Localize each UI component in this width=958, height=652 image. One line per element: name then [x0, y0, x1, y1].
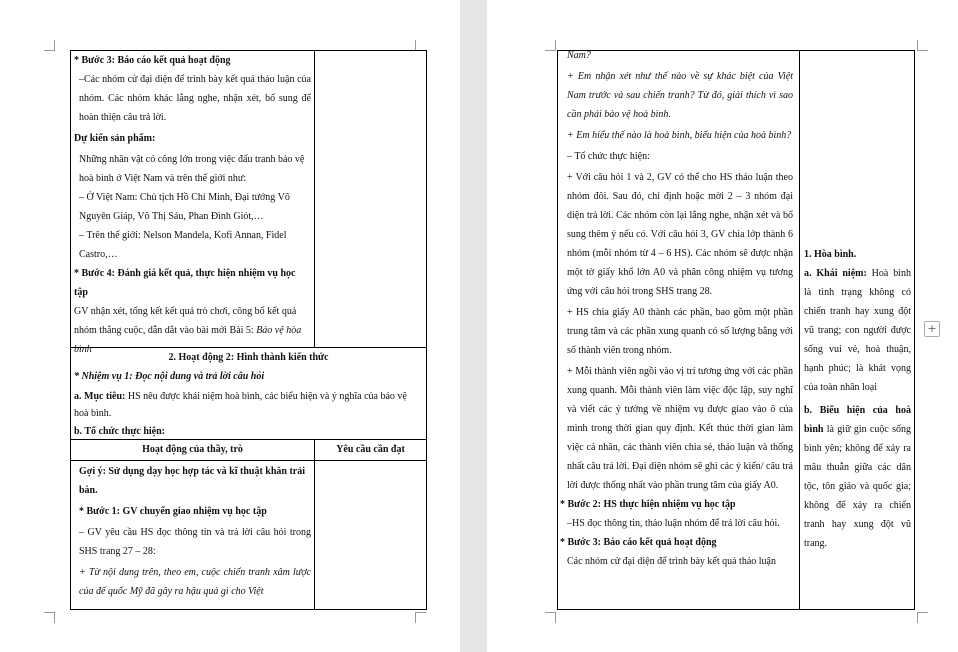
organize-para-2: + HS chia giấy A0 thành các phần, bao gồm một phần trung tâm và các phần xung quanh có số lượng bằng với số thành viên trong nhóm. [567, 307, 793, 356]
peace-title: 1. Hòa bình. [804, 249, 857, 260]
expression-text [804, 401, 911, 553]
activity2-title: 2. Hoạt động 2: Hình thành kiến thức [168, 352, 329, 363]
margin-mark [415, 612, 426, 623]
table-requirement-cell [314, 460, 427, 610]
step2-text: –HS đọc thông tin, thảo luận nhóm để trả lời câu hỏi. [567, 518, 780, 529]
page-gap [460, 0, 487, 652]
margin-mark [917, 40, 928, 51]
question-3: + Em hiểu thế nào là hoà bình, biểu hiện của hoà bình? [567, 130, 792, 141]
margin-mark [545, 612, 556, 623]
organize-para-1: + Với câu hỏi 1 và 2, GV có thể cho HS thảo luận theo nhóm đôi. Sau đó, chỉ định hoặc mời 2 – 3 nhóm đại diện trả lời. Các nhóm còn lại lắng nghe, nhận xét và bổ sung thêm ý nếu có. Với câu hỏi 3, GV chia lớp thành 6 nhóm (mỗi nhóm từ 4 – 6 HS). Các nhóm sẽ được nhận một tờ giấy khổ lớn A0 và phân công nhiệm vụ tương ứng với câu hỏi trong SHS trang 28. [567, 172, 793, 297]
document-page-left [0, 0, 460, 652]
product-text-3: – Trên thế giới: Nelson Mandela, Kofi Annan, Fidel Castro,… [79, 230, 287, 260]
activity-cell [70, 50, 315, 355]
table-header-requirement: Yêu cầu cần đạt [314, 439, 427, 461]
step3-text: Các nhóm cử đại diện để trình bày kết quả thảo luận [567, 556, 776, 567]
add-icon[interactable]: + [924, 321, 940, 337]
margin-mark [44, 612, 55, 623]
step2-title: * Bước 2: HS thực hiện nhiệm vụ học tập [560, 499, 736, 510]
table-header-activity: Hoạt động của thầy, trò [70, 439, 315, 461]
objective-body: HS nêu được khái niệm hoà bình, các biểu hiện và ý nghĩa của bảo vệ hoà bình. [74, 391, 407, 419]
margin-mark [917, 612, 928, 623]
question-2: + Em nhận xét như thế nào về sự khác biệt của Việt Nam trước và sau chiến tranh? Từ đó, giải thích vì sao cần phải bảo vệ hoà bình. [567, 71, 793, 120]
step1-text: – GV yêu cầu HS đọc thông tin và trả lời câu hỏi trong SHS trang 27 – 28: [79, 527, 311, 557]
step3-title: * Bước 3: Báo cáo kết quả hoạt động [560, 537, 717, 548]
requirement-cell [314, 50, 427, 348]
objective-text [74, 388, 423, 422]
step1-title: * Bước 1: GV chuyển giao nhiệm vụ học tập [79, 506, 267, 517]
document-page-right [487, 0, 958, 652]
task1-title: * Nhiệm vụ 1: Đọc nội dung và trả lời câu hỏi [74, 371, 265, 382]
organize-title: – Tổ chức thực hiện: [567, 151, 650, 162]
hint-text: Gợi ý: Sử dụng dạy học hợp tác và kĩ thuật khăn trải bàn. [79, 466, 306, 496]
step4-text-main: GV nhận xét, tổng kết kết quả trò chơi, công bố kết quả nhóm thắng cuộc, dẫn dắt vào bài mới Bài 5: [74, 306, 297, 336]
step4-text-lesson: Bảo vệ hòa bình [74, 325, 302, 355]
expression-label: b. Biểu hiện của hoà bình [804, 405, 911, 435]
concept-body: Hoà bình là tình trạng không có chiến tranh hay xung đột vũ trang; con người được sống vui vẻ, hoà thuận, hạnh phúc; là khát vọng của toàn nhân loại [804, 268, 911, 393]
step4-title: * Bước 4: Đánh giá kết quả, thực hiện nhiệm vụ học tập [74, 268, 296, 298]
question-1-end: Nam? [567, 50, 591, 61]
table-activity-cell [70, 460, 315, 610]
concept-label: a. Khái niệm: [804, 268, 867, 279]
objective-label: a. Mục tiêu: [74, 391, 126, 402]
activity-cell [557, 50, 800, 610]
step3-title: * Bước 3: Báo cáo kết quả hoạt động [74, 55, 231, 66]
requirement-cell [799, 50, 915, 610]
product-text-2: – Ở Việt Nam: Chủ tịch Hồ Chí Minh, Đại tướng Võ Nguyên Giáp, Võ Thị Sáu, Phan Đình Giót,… [79, 192, 290, 222]
product-text-1: Những nhân vật có công lớn trong việc đấu tranh bảo vệ hoà bình ở Việt Nam và trên thế giới như: [79, 154, 305, 184]
expression-body: là giữ gìn cuộc sống bình yên; không để xảy ra mâu thuẫn giữa các dân tộc, tôn giáo và quốc gia; không để xảy ra chiến tranh hay xung đột vũ trang. [804, 424, 911, 549]
step3-text: –Các nhóm cử đại diện để trình bày kết quả thảo luận của nhóm. Các nhóm khác lắng nghe, nhận xét, bổ sung để hoàn thiện câu trả lời. [79, 74, 311, 123]
activity2-block [70, 347, 427, 440]
margin-mark [545, 40, 556, 51]
margin-mark [44, 40, 55, 51]
question-1: + Từ nội dung trên, theo em, cuộc chiến tranh xâm lược của đế quốc Mỹ đã gây ra hậu quả gì cho Việt [79, 567, 311, 597]
organize-title: b. Tổ chức thực hiện: [74, 426, 165, 437]
expected-product-title: Dự kiến sản phẩm: [74, 133, 156, 144]
concept-text [804, 264, 911, 397]
organize-para-3: + Mỗi thành viên ngồi vào vị trí tương ứng với các phần xung quanh. Mỗi thành viên làm việc độc lập, suy nghĩ và viết các ý tưởng về nhiệm vụ được giao vào ô của mình trong thời gian quy định. Kết thúc thời gian làm việc cá nhân, các thành viên chia sẻ, thảo luận và thống nhất câu trả lời. Đại diện nhóm sẽ ghi các ý kiến/ câu trả lời được thống nhất vào phần trung tâm của giấy A0. [567, 366, 793, 491]
